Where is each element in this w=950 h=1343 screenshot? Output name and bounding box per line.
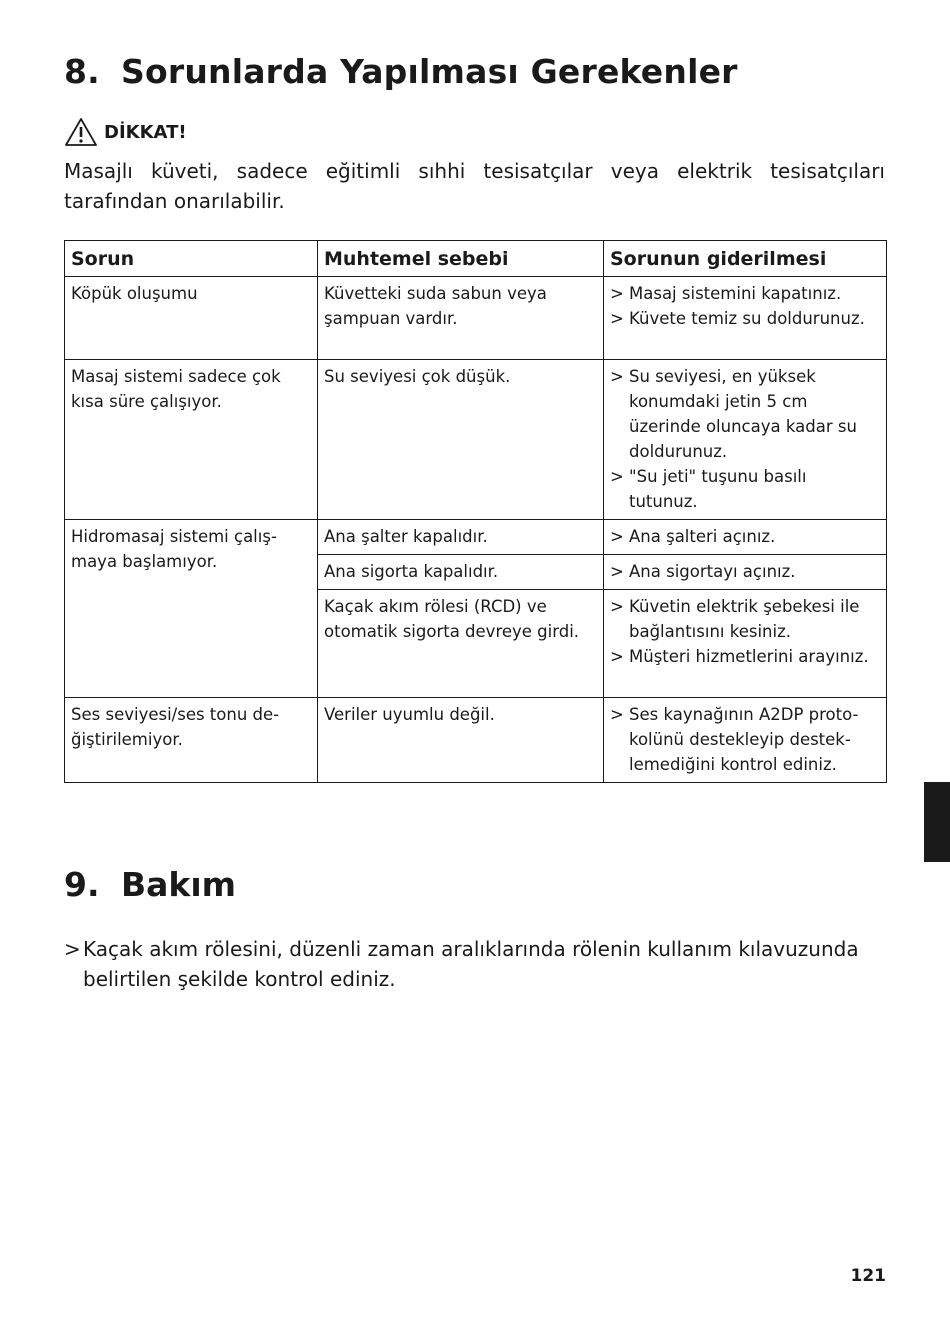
solution-item bbox=[610, 524, 880, 549]
solution-cell bbox=[604, 555, 887, 590]
solution-text: "Su jeti" tuşunu basılı tutunuz. bbox=[629, 467, 807, 511]
table-header-row bbox=[65, 241, 887, 277]
section-8-title: Sorunlarda Yapılması Gerekenler bbox=[121, 52, 738, 91]
header-solution: Sorunun giderilmesi bbox=[604, 241, 887, 277]
solution-item bbox=[610, 702, 880, 777]
bullet-mark: > bbox=[610, 647, 624, 666]
section-8-heading bbox=[64, 52, 738, 91]
warning-text: Masajlı küveti, sadece eğitimli sıhhi tesisatçılar veya elektrik tesisatçıları tarafından onarılabilir. bbox=[64, 159, 885, 213]
solution-item bbox=[610, 559, 880, 584]
table-row bbox=[65, 698, 887, 783]
troubleshooting-table bbox=[64, 240, 887, 783]
solution-text: Ana sigortayı açınız. bbox=[629, 562, 796, 581]
solution-item bbox=[610, 364, 880, 464]
bullet-mark: > bbox=[610, 527, 624, 546]
maintenance-text: Kaçak akım rölesini, düzenli zaman aralıklarında rölenin kullanım kılavuzunda belirtilen şekilde kontrol ediniz. bbox=[83, 937, 859, 991]
solution-item bbox=[610, 644, 880, 669]
solution-cell bbox=[604, 590, 887, 698]
solution-item bbox=[610, 594, 880, 644]
cause-cell: Veriler uyumlu değil. bbox=[318, 698, 604, 783]
section-9-heading bbox=[64, 865, 236, 904]
warning-label: DİKKAT! bbox=[104, 121, 187, 143]
solution-text: Ana şalteri açınız. bbox=[629, 527, 776, 546]
warning-triangle-icon bbox=[64, 117, 98, 147]
section-9-title: Bakım bbox=[121, 865, 237, 904]
chapter-tab-marker bbox=[924, 782, 950, 862]
solution-item bbox=[610, 281, 880, 306]
table-row bbox=[65, 520, 887, 555]
solution-item bbox=[610, 464, 880, 514]
table-row bbox=[65, 277, 887, 360]
cause-cell: Ana şalter kapalıdır. bbox=[318, 520, 604, 555]
bullet-mark: > bbox=[610, 284, 624, 303]
solution-cell bbox=[604, 520, 887, 555]
bullet-mark: > bbox=[610, 705, 624, 724]
bullet-mark: > bbox=[610, 309, 624, 328]
cause-cell: Su seviyesi çok düşük. bbox=[318, 360, 604, 520]
maintenance-item bbox=[64, 934, 864, 994]
solution-text: Masaj sistemini kapatınız. bbox=[629, 284, 842, 303]
solution-text: Ses kaynağının A2DP proto-kolünü destekleyip destek-lemediğini kontrol ediniz. bbox=[629, 705, 859, 774]
header-problem: Sorun bbox=[65, 241, 318, 277]
solution-text: Su seviyesi, en yüksek konumdaki jetin 5 cm üzerinde oluncaya kadar su doldurunuz. bbox=[629, 367, 857, 461]
solution-cell bbox=[604, 277, 887, 360]
bullet-mark: > bbox=[610, 467, 624, 486]
section-8-number: 8. bbox=[64, 52, 100, 91]
solution-cell bbox=[604, 698, 887, 783]
problem-cell: Köpük oluşumu bbox=[65, 277, 318, 360]
cause-cell: Küvetteki suda sabun veya şampuan vardır. bbox=[318, 277, 604, 360]
page-number: 121 bbox=[850, 1266, 886, 1286]
bullet-mark: > bbox=[64, 937, 81, 961]
solution-text: Küvetin elektrik şebekesi ile bağlantısını kesiniz. bbox=[629, 597, 860, 641]
bullet-mark: > bbox=[610, 597, 624, 616]
solution-cell bbox=[604, 360, 887, 520]
solution-text: Küvete temiz su doldurunuz. bbox=[629, 309, 865, 328]
problem-cell: Masaj sistemi sadece çok kısa süre çalışıyor. bbox=[65, 360, 318, 520]
section-9-number: 9. bbox=[64, 865, 100, 904]
warning-block bbox=[64, 117, 187, 147]
cause-cell: Ana sigorta kapalıdır. bbox=[318, 555, 604, 590]
header-cause: Muhtemel sebebi bbox=[318, 241, 604, 277]
solution-text: Müşteri hizmetlerini arayınız. bbox=[629, 647, 869, 666]
cause-cell: Kaçak akım rölesi (RCD) ve otomatik sigorta devreye girdi. bbox=[318, 590, 604, 698]
table-row bbox=[65, 360, 887, 520]
problem-cell: Ses seviyesi/ses tonu de-ğiştirilemiyor. bbox=[65, 698, 318, 783]
bullet-mark: > bbox=[610, 562, 624, 581]
problem-cell: Hidromasaj sistemi çalış-maya başlamıyor. bbox=[65, 520, 318, 698]
solution-item bbox=[610, 306, 880, 331]
bullet-mark: > bbox=[610, 367, 624, 386]
